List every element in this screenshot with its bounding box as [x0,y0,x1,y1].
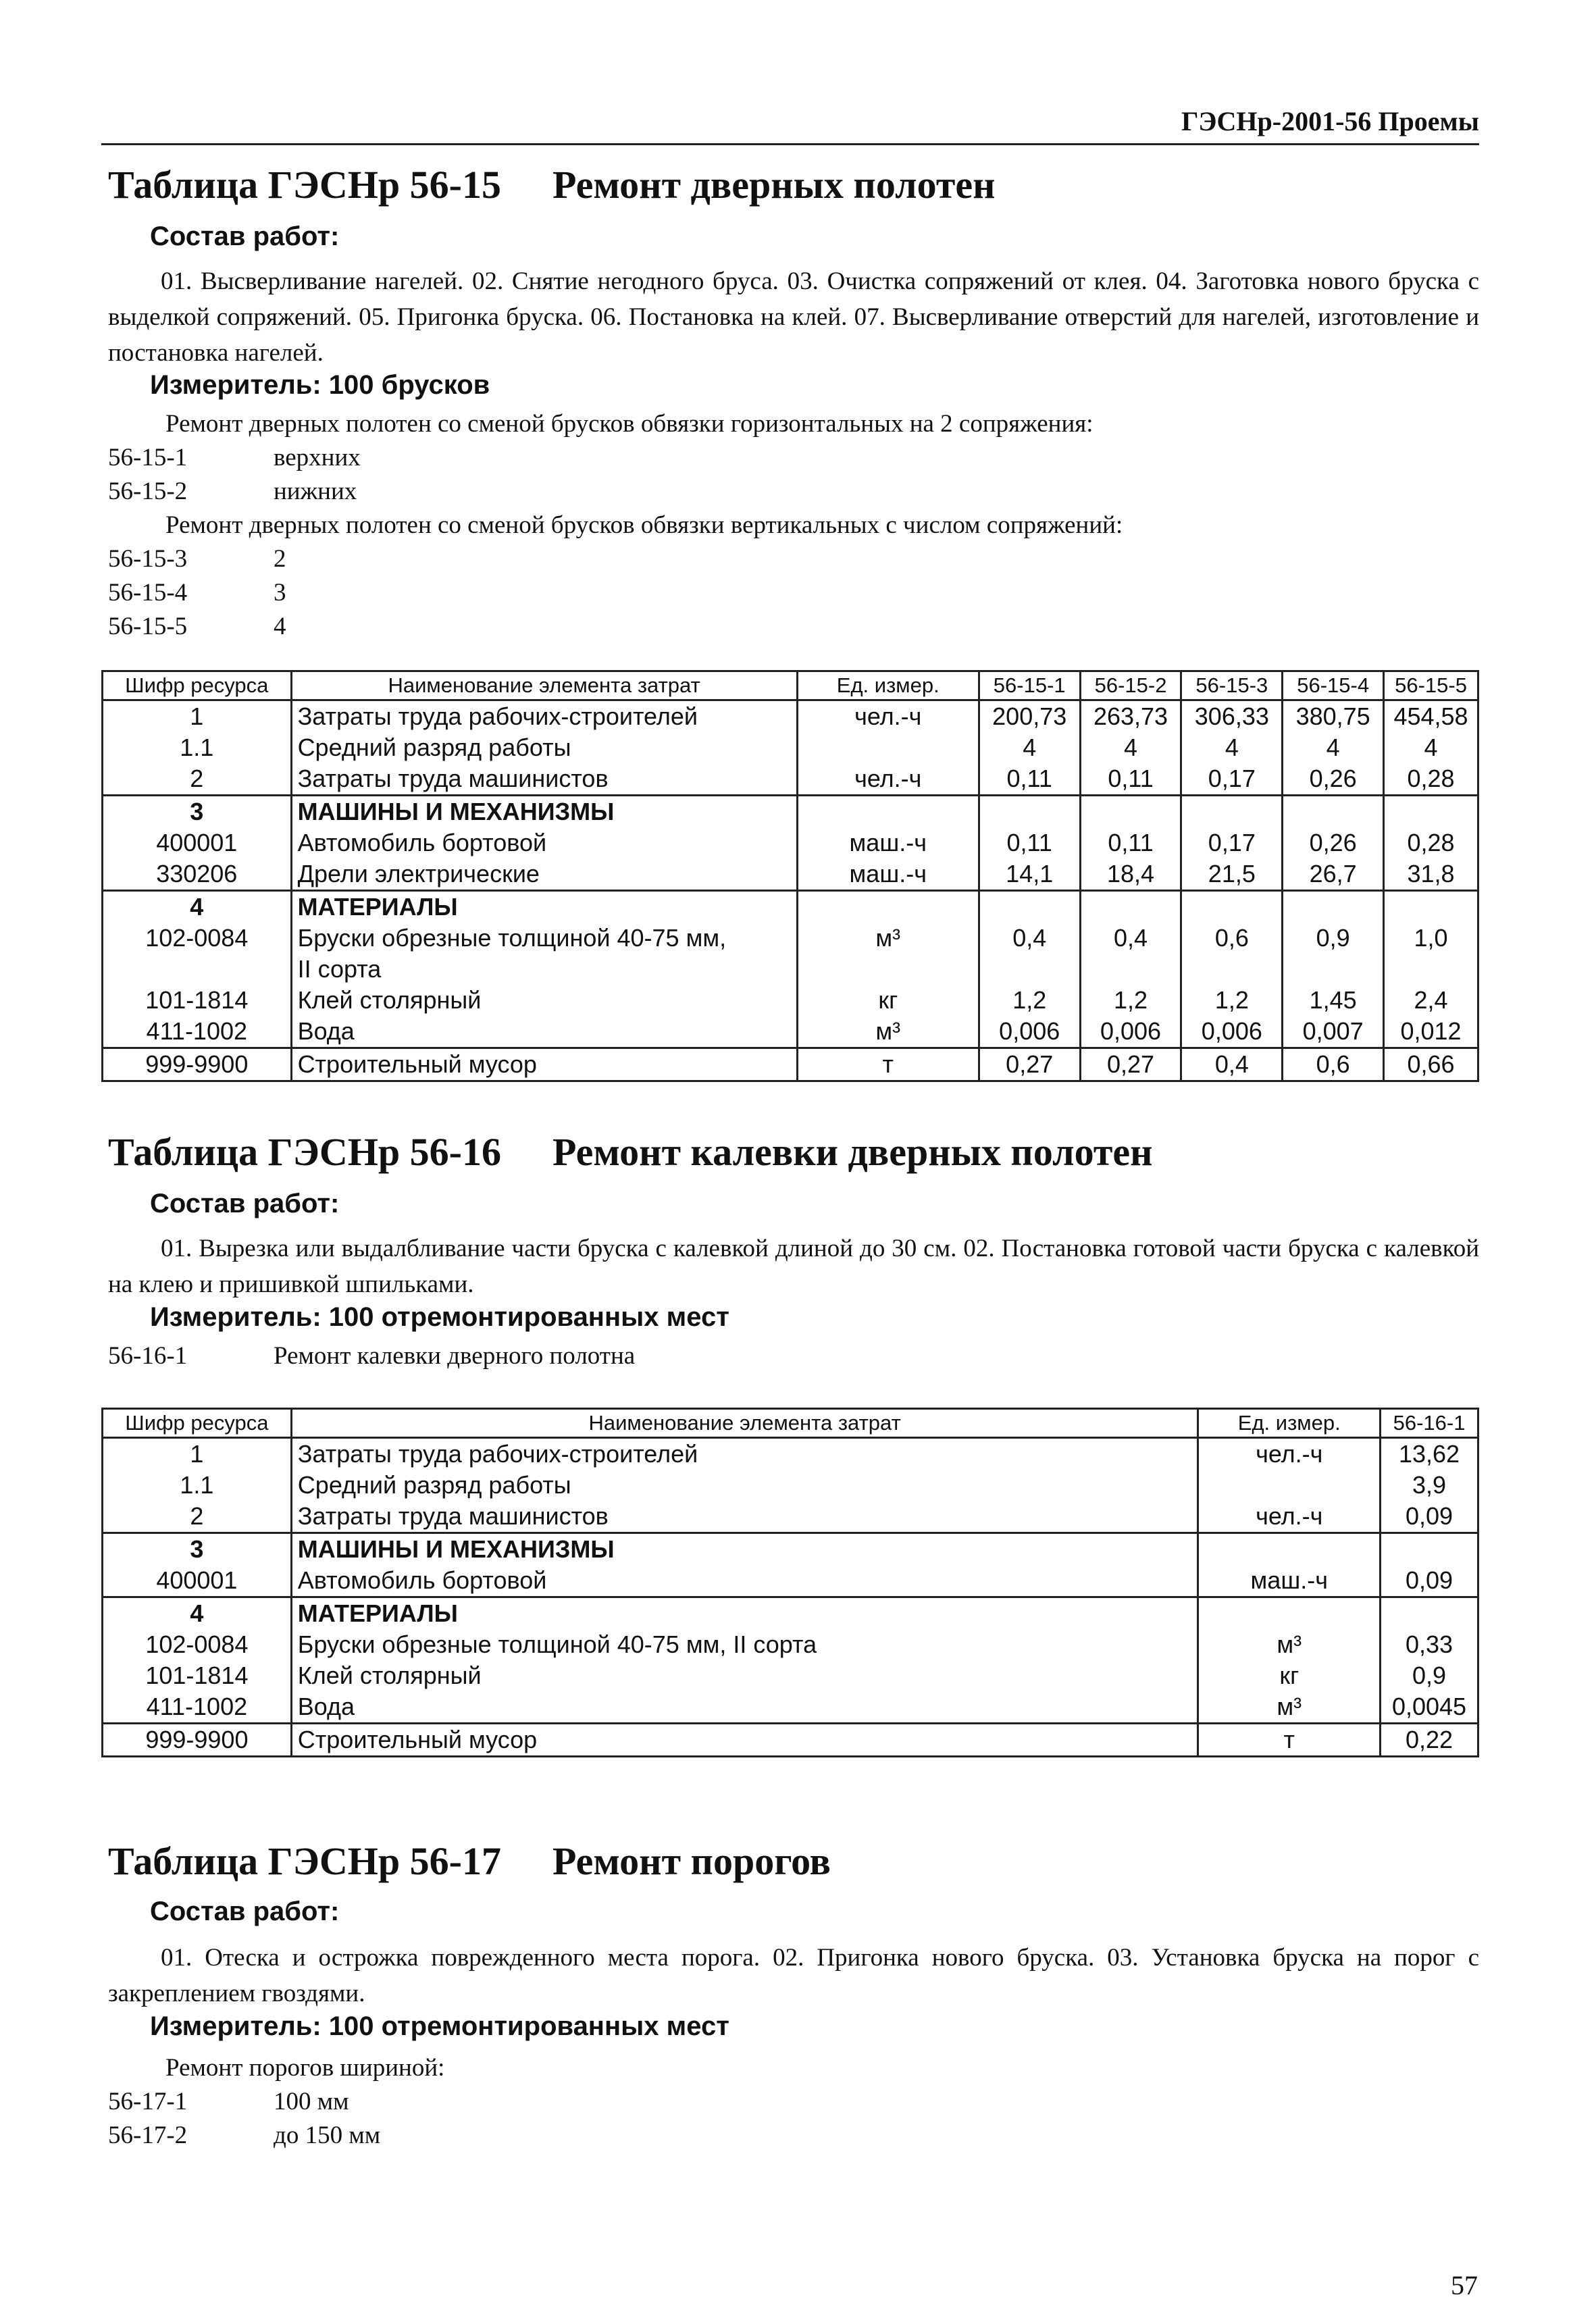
cell-value: 0,11 [1080,827,1181,858]
cell-code: 411-1002 [103,1691,292,1724]
item-desc: 2 [274,545,286,573]
cell-value: 0,4 [1181,1048,1283,1081]
cell-value: 380,75 [1283,700,1384,733]
table-name: Ремонт дверных полотен [552,163,996,207]
cell-unit: м³ [1198,1629,1381,1660]
cell-unit [797,796,979,828]
sostav-text: 01. Высверливание нагелей. 02. Снятие негодного бруса. 03. Очистка сопряжений от клея. 04. Заготовка нового бруска с выделкой сопряжений. 05. Пригонка бруска. 06. Постановка на клей. 07. Высверливание отверстий для нагелей, изготовление и постановка нагелей. [108,267,1479,367]
item-code: 56-15-5 [108,613,188,640]
cell-value [1381,1597,1478,1630]
item-code: 56-16-1 [108,1342,188,1370]
cell-unit: чел.-ч [797,700,979,733]
col-header-name: Наименование элемента затрат [291,1409,1198,1438]
cell-value: 0,26 [1283,763,1384,796]
cell-value [1283,954,1384,985]
cell-name: Бруски обрезные толщиной 40-75 мм, [291,923,797,954]
table-name: Ремонт порогов [552,1839,831,1883]
cell-name: Затраты труда рабочих-строителей [291,1438,1198,1470]
cell-code: 1.1 [103,732,292,763]
table-row [103,858,1478,891]
col-header-norm: 56-15-2 [1080,671,1181,700]
cell-value [1384,891,1478,923]
table-row [103,1438,1478,1470]
item-desc: нижних [274,478,357,505]
cell-unit: м³ [797,1016,979,1048]
table-row [103,1048,1478,1081]
cell-value: 4 [1080,732,1181,763]
table-row [103,1660,1478,1691]
item-code: 56-15-3 [108,545,188,573]
cell-name: Автомобиль бортовой [291,1565,1198,1597]
cell-value: 1,45 [1283,985,1384,1016]
table-row [103,1016,1478,1048]
col-header-norm: 56-15-1 [979,671,1080,700]
cell-value: 0,28 [1384,763,1478,796]
cell-value [1080,954,1181,985]
running-header-text: ГЭСНр-2001-56 Проемы [1181,106,1479,136]
cell-unit: м³ [797,923,979,954]
item-desc: 3 [274,579,286,607]
table-name: Ремонт калевки дверных полотен [552,1130,1153,1174]
item-desc: Ремонт калевки дверного полотна [274,1342,636,1370]
cell-value: 0,012 [1384,1016,1478,1048]
cell-unit [1198,1470,1381,1501]
cell-code: 102-0084 [103,1629,292,1660]
cell-value: 0,006 [1181,1016,1283,1048]
cell-value: 14,1 [979,858,1080,891]
cell-name: МАТЕРИАЛЫ [291,1597,1198,1630]
cell-code: 400001 [103,1565,292,1597]
table-row [103,1629,1478,1660]
running-header [101,101,1479,145]
item-desc: верхних [274,444,361,471]
cell-value: 1,2 [1181,985,1283,1016]
cell-unit [1198,1597,1381,1630]
cell-name: Вода [291,1691,1198,1724]
sostav-label: Состав работ: [150,1189,340,1218]
cell-name: Затраты труда машинистов [291,763,797,796]
cell-value: 454,58 [1384,700,1478,733]
cell-name: Вода [291,1016,797,1048]
col-header-norm: 56-15-3 [1181,671,1283,700]
cell-value: 0,28 [1384,827,1478,858]
cell-name: Средний разряд работы [291,1470,1198,1501]
table-header-row [103,1409,1478,1438]
cell-code: 411-1002 [103,1016,292,1048]
cell-name: II сорта [291,954,797,985]
cell-name: Строительный мусор [291,1724,1198,1757]
section-title-56-17 [108,1839,831,1884]
cell-code: 3 [103,796,292,828]
table-row [103,827,1478,858]
cell-value: 200,73 [979,700,1080,733]
table-row [103,796,1478,828]
cell-value [1181,796,1283,828]
cell-code: 999-9900 [103,1048,292,1081]
group-heading: Ремонт дверных полотен со сменой брусков обвязки вертикальных с числом сопряжений: [165,511,1123,539]
cell-unit: маш.-ч [797,858,979,891]
cell-code: 4 [103,1597,292,1630]
cell-value: 0,11 [979,827,1080,858]
resource-table-56-15 [101,670,1479,1082]
section-title-56-15 [108,162,996,207]
cell-code: 1 [103,1438,292,1470]
cell-value [1181,954,1283,985]
cell-unit: т [1198,1724,1381,1757]
cell-name: Затраты труда машинистов [291,1501,1198,1533]
cell-value: 0,006 [979,1016,1080,1048]
cell-unit [1198,1533,1381,1566]
cell-value: 2,4 [1384,985,1478,1016]
cell-value [1384,796,1478,828]
cell-value: 0,9 [1381,1660,1478,1691]
page-number: 57 [1451,2270,1478,2300]
cell-value: 0,006 [1080,1016,1181,1048]
item-code: 56-17-2 [108,2122,188,2149]
table-row [103,1724,1478,1757]
sostav-text: 01. Отеска и острожка поврежденного места порога. 02. Пригонка нового бруска. 03. Установка бруска на порог с закреплением гвоздями. [108,1944,1479,2007]
cell-value: 0,27 [979,1048,1080,1081]
table-row [103,763,1478,796]
section-title-56-16 [108,1129,1153,1175]
cell-unit [797,891,979,923]
cell-value: 13,62 [1381,1438,1478,1470]
cell-value: 0,11 [1080,763,1181,796]
cell-name: Бруски обрезные толщиной 40-75 мм, II сорта [291,1629,1198,1660]
item-code: 56-15-2 [108,478,188,505]
cell-value: 0,6 [1181,923,1283,954]
cell-value: 3,9 [1381,1470,1478,1501]
cell-value [1381,1533,1478,1566]
cell-code: 101-1814 [103,1660,292,1691]
cell-value: 306,33 [1181,700,1283,733]
cell-name: МАШИНЫ И МЕХАНИЗМЫ [291,1533,1198,1566]
table-row [103,1597,1478,1630]
col-header-name: Наименование элемента затрат [291,671,797,700]
cell-value: 0,4 [1080,923,1181,954]
cell-value [979,954,1080,985]
cell-value: 4 [979,732,1080,763]
cell-value: 31,8 [1384,858,1478,891]
cell-name: Клей столярный [291,985,797,1016]
cell-unit: кг [1198,1660,1381,1691]
cell-value: 4 [1181,732,1283,763]
izmeritel: Измеритель: 100 отремонтированных мест [150,2011,729,2041]
cell-value [1283,891,1384,923]
cell-value: 26,7 [1283,858,1384,891]
cell-name: МАТЕРИАЛЫ [291,891,797,923]
cell-value: 0,22 [1381,1724,1478,1757]
cell-unit: чел.-ч [1198,1438,1381,1470]
table-row [103,985,1478,1016]
izmeritel: Измеритель: 100 отремонтированных мест [150,1302,729,1332]
item-code: 56-15-4 [108,579,188,607]
cell-unit: чел.-ч [1198,1501,1381,1533]
cell-value [1283,796,1384,828]
cell-unit: т [797,1048,979,1081]
cell-code: 1.1 [103,1470,292,1501]
cell-name: Средний разряд работы [291,732,797,763]
cell-value: 0,33 [1381,1629,1478,1660]
cell-unit: м³ [1198,1691,1381,1724]
cell-value [979,796,1080,828]
cell-value [979,891,1080,923]
cell-code: 2 [103,763,292,796]
cell-unit: маш.-ч [797,827,979,858]
cell-name: Строительный мусор [291,1048,797,1081]
item-desc: до 150 мм [274,2122,381,2149]
cell-code: 4 [103,891,292,923]
cell-value: 1,0 [1384,923,1478,954]
cell-unit: маш.-ч [1198,1565,1381,1597]
cell-name: Затраты труда рабочих-строителей [291,700,797,733]
cell-code: 400001 [103,827,292,858]
table-header-row [103,671,1478,700]
table-row [103,923,1478,954]
cell-code: 102-0084 [103,923,292,954]
cell-code: 2 [103,1501,292,1533]
cell-value: 263,73 [1080,700,1181,733]
cell-value: 0,6 [1283,1048,1384,1081]
cell-value: 0,0045 [1381,1691,1478,1724]
cell-name: МАШИНЫ И МЕХАНИЗМЫ [291,796,797,828]
cell-code [103,954,292,985]
table-row [103,732,1478,763]
izmeritel: Измеритель: 100 брусков [150,370,490,400]
cell-value [1080,796,1181,828]
cell-code: 1 [103,700,292,733]
col-header-unit: Ед. измер. [1198,1409,1381,1438]
table-row [103,1533,1478,1566]
table-number: Таблица ГЭСНр 56-16 [108,1130,501,1174]
item-code: 56-15-1 [108,444,188,471]
item-code: 56-17-1 [108,2088,188,2115]
table-row [103,1470,1478,1501]
cell-value: 0,66 [1384,1048,1478,1081]
cell-name: Клей столярный [291,1660,1198,1691]
cell-code: 3 [103,1533,292,1566]
cell-value: 0,27 [1080,1048,1181,1081]
cell-value: 21,5 [1181,858,1283,891]
cell-value: 4 [1384,732,1478,763]
cell-value: 1,2 [1080,985,1181,1016]
table-row [103,1565,1478,1597]
col-header-norm: 56-16-1 [1381,1409,1478,1438]
col-header-norm: 56-15-4 [1283,671,1384,700]
cell-value [1181,891,1283,923]
cell-value: 0,09 [1381,1565,1478,1597]
cell-code: 101-1814 [103,985,292,1016]
sostav-label: Состав работ: [150,1897,340,1926]
group-heading: Ремонт дверных полотен со сменой брусков обвязки горизонтальных на 2 сопряжения: [165,410,1093,438]
table-number: Таблица ГЭСНр 56-17 [108,1839,501,1883]
cell-unit: кг [797,985,979,1016]
cell-unit: чел.-ч [797,763,979,796]
resource-table-56-16 [101,1408,1479,1757]
item-desc: 100 мм [274,2088,349,2115]
cell-value [1384,954,1478,985]
cell-value: 0,26 [1283,827,1384,858]
col-header-norm: 56-15-5 [1384,671,1478,700]
cell-unit [797,732,979,763]
cell-value: 0,11 [979,763,1080,796]
sostav-label: Состав работ: [150,222,340,251]
cell-value: 4 [1283,732,1384,763]
sostav-text: 01. Вырезка или выдалбливание части бруска с калевкой длиной до 30 см. 02. Постановка готовой части бруска с калевкой на клею и пришивкой шпильками. [108,1235,1479,1298]
group-heading: Ремонт порогов шириной: [165,2054,445,2082]
col-header-unit: Ед. измер. [797,671,979,700]
cell-value: 0,9 [1283,923,1384,954]
cell-value: 0,09 [1381,1501,1478,1533]
table-row [103,1691,1478,1724]
cell-value: 0,007 [1283,1016,1384,1048]
cell-value [1080,891,1181,923]
cell-value: 0,4 [979,923,1080,954]
cell-value: 1,2 [979,985,1080,1016]
item-desc: 4 [274,613,286,640]
col-header-code: Шифр ресурса [103,671,292,700]
cell-value: 0,17 [1181,827,1283,858]
cell-code: 999-9900 [103,1724,292,1757]
table-row [103,700,1478,733]
table-row [103,954,1478,985]
cell-value: 18,4 [1080,858,1181,891]
cell-unit [797,954,979,985]
cell-name: Дрели электрические [291,858,797,891]
table-row [103,891,1478,923]
cell-name: Автомобиль бортовой [291,827,797,858]
table-number: Таблица ГЭСНр 56-15 [108,163,501,207]
cell-value: 0,17 [1181,763,1283,796]
cell-code: 330206 [103,858,292,891]
col-header-code: Шифр ресурса [103,1409,292,1438]
table-row [103,1501,1478,1533]
